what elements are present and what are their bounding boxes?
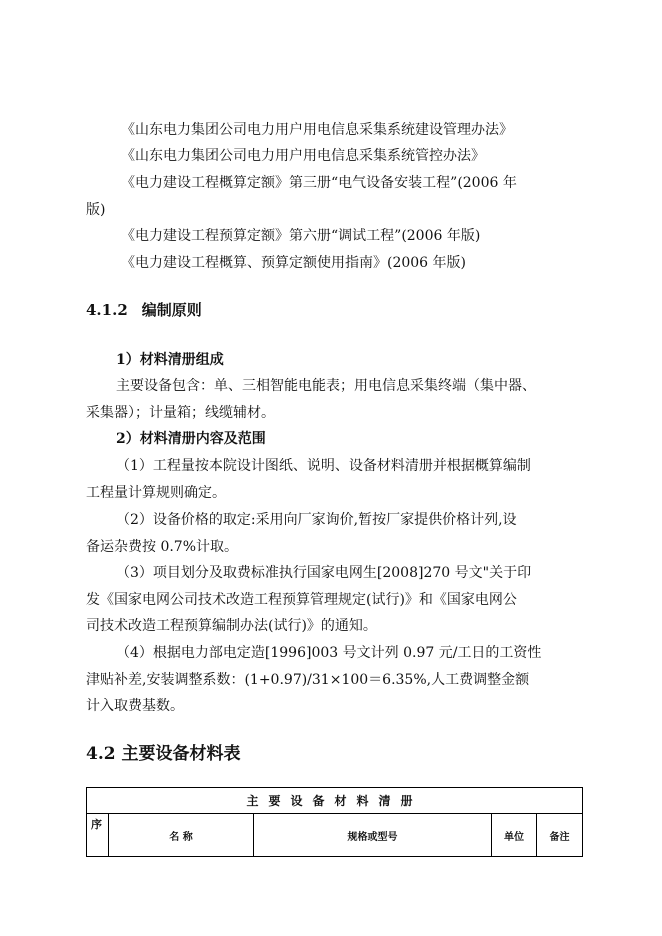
subsection-1-line-1: 主要设备包含：单、三相智能电能表；用电信息采集终端（集中器、 [116, 378, 536, 394]
column-header-spec: 规格或型号 [254, 814, 492, 857]
para-3-line-1: （3）项目划分及取费标准执行国家电网生[2008]270 号文"关于印 [116, 565, 532, 581]
reference-3-continued: 版) [86, 202, 106, 218]
reference-3: 《电力建设工程概算定额》第三册“电气设备安装工程”(2006 年 [121, 175, 517, 191]
materials-table-title: 主要设备材料清册 [87, 788, 583, 814]
materials-table-header-row [87, 814, 583, 857]
reference-1: 《山东电力集团公司电力用户用电信息采集系统建设管理办法》 [121, 122, 513, 138]
section-4-2-heading: 4.2 主要设备材料表 [86, 744, 241, 764]
column-header-name: 名 称 [109, 814, 254, 857]
para-1-line-1: （1）工程量按本院设计图纸、说明、设备材料清册并根据概算编制 [116, 458, 531, 474]
para-4-line-3: 计入取费基数。 [86, 698, 184, 714]
column-header-remark: 备注 [537, 814, 583, 857]
para-4-line-2: 津贴补差,安装调整系数：(1+0.97)/31×100＝6.35%,人工费调整金额 [86, 672, 530, 688]
subsection-2-title: 2）材料清册内容及范围 [116, 431, 266, 447]
para-1-line-2: 工程量计算规则确定。 [86, 485, 226, 501]
section-4-1-2-title: 编制原则 [141, 301, 202, 319]
para-4-line-1: （4）根据电力部电定造[1996]003 号文计列 0.97 元/工日的工资性 [116, 645, 542, 661]
reference-5: 《电力建设工程概算、预算定额使用指南》(2006 年版) [121, 255, 467, 271]
subsection-1-title: 1）材料清册组成 [116, 352, 224, 368]
para-3-line-2: 发《国家电网公司技术改造工程预算管理规定(试行)》和《国家电网公 [86, 592, 517, 608]
para-2-line-1: （2）设备价格的取定:采用向厂家询价,暂按厂家提供价格计列,设 [116, 512, 517, 528]
section-4-1-2-heading [86, 300, 202, 320]
column-header-seq: 序 [87, 814, 109, 857]
reference-4: 《电力建设工程预算定额》第六册“调试工程”(2006 年版) [121, 228, 481, 244]
subsection-1-line-2: 采集器）；计量箱；线缆辅材。 [86, 405, 275, 421]
para-2-line-2: 备运杂费按 0.7%计取。 [86, 539, 239, 555]
column-header-unit: 单位 [492, 814, 537, 857]
section-4-1-2-number: 4.1.2 [86, 301, 128, 319]
materials-table [86, 787, 583, 857]
reference-2: 《山东电力集团公司电力用户用电信息采集系统管控办法》 [121, 148, 485, 164]
para-3-line-3: 司技术改造工程预算编制办法(试行)》的通知。 [86, 618, 377, 634]
